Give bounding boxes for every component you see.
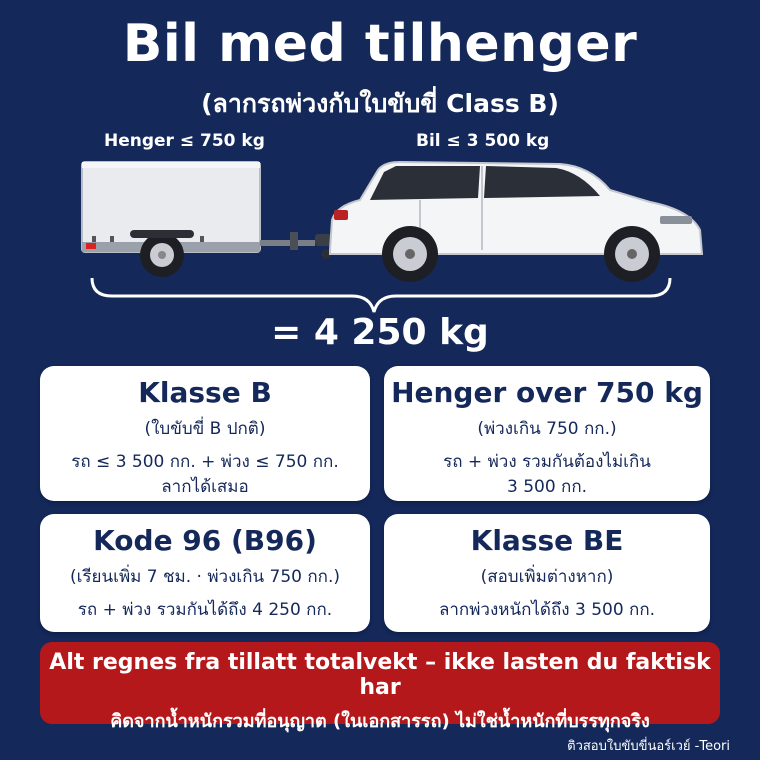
trailer-weight-label: Henger ≤ 750 kg — [104, 131, 265, 151]
card-heading: Henger over 750 kg — [391, 376, 703, 409]
card-heading: Kode 96 (B96) — [93, 524, 317, 557]
card-subheading: (พ่วงเกิน 750 กก.) — [477, 418, 617, 439]
page-title: Bil med tilhenger — [122, 14, 638, 74]
card-klasse-b — [40, 366, 370, 501]
card-subheading: (สอบเพิ่มต่างหาก) — [480, 566, 614, 587]
total-weight: = 4 250 kg — [271, 312, 489, 353]
warning-banner — [40, 642, 720, 732]
card-line: รถ ≤ 3 500 กก. + พ่วง ≤ 750 กก. — [71, 451, 339, 472]
trailer-illustration — [82, 162, 333, 277]
vehicle-scene — [0, 150, 760, 320]
curly-brace — [92, 278, 670, 312]
card-kode-96 — [40, 514, 370, 632]
card-line: 3 500 กก. — [506, 477, 588, 498]
banner-line-norwegian: Alt regnes fra tillatt totalvekt – ikke lasten du faktisk har — [49, 650, 711, 700]
footer-credit: ติวสอบใบขับขี่นอร์เวย์ -Teori — [567, 739, 730, 754]
card-line: ลากพ่วงหนักได้ถึง 3 500 กก. — [438, 599, 656, 620]
card-line: รถ + พ่วง รวมกันต้องไม่เกิน — [443, 451, 651, 472]
card-line: รถ + พ่วง รวมกันได้ถึง 4 250 กก. — [77, 599, 333, 620]
card-subheading: (ใบขับขี่ B ปกติ) — [144, 418, 266, 439]
card-henger-over — [384, 366, 710, 501]
card-heading: Klasse BE — [470, 524, 624, 557]
car-weight-label: Bil ≤ 3 500 kg — [416, 131, 550, 151]
card-heading: Klasse B — [138, 376, 272, 409]
card-klasse-be — [384, 514, 710, 632]
banner-line-thai: คิดจากน้ำหนักรวมที่อนุญาต (ในเอกสารรถ) ไม่ใช่น้ำหนักที่บรรทุกจริง — [110, 711, 650, 732]
card-line: ลากได้เสมอ — [161, 477, 249, 498]
station-wagon-illustration — [330, 162, 702, 282]
page-subtitle: (ลากรถพ่วงกับใบขับขี่ Class B) — [201, 89, 559, 118]
card-subheading: (เรียนเพิ่ม 7 ชม. · พ่วงเกิน 750 กก.) — [69, 566, 341, 587]
